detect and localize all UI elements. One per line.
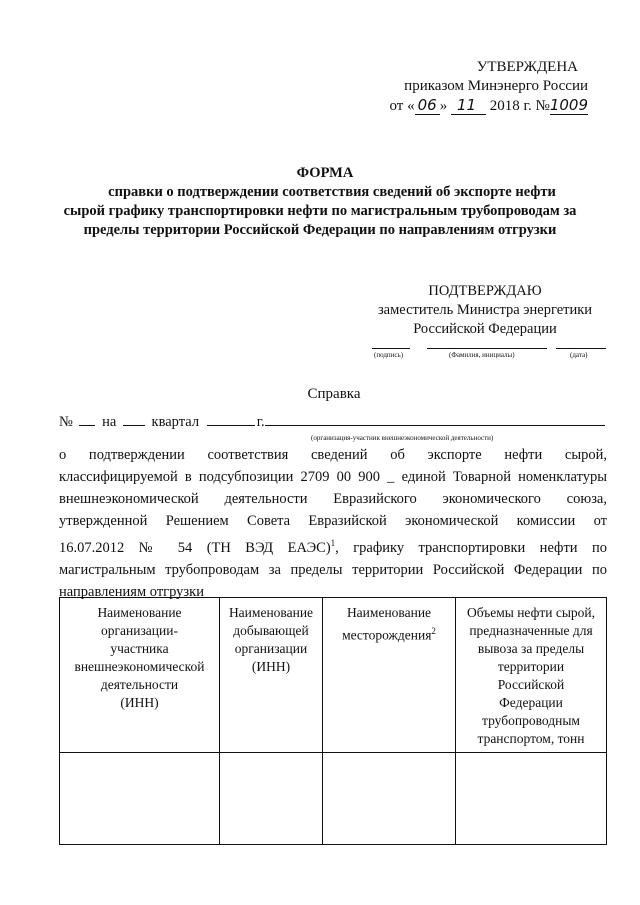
- form-title: [0, 164, 640, 240]
- document-title: Справка: [307, 386, 361, 402]
- org-blank: [265, 425, 605, 426]
- header-text: Объемы нефти сырой,: [466, 605, 596, 620]
- header-text: внешнеэкономической: [74, 659, 205, 674]
- table-cell: [60, 753, 220, 845]
- header-text: Федерации: [499, 695, 563, 710]
- name-underline: [427, 348, 547, 349]
- footnote-1-ref: 1: [330, 538, 336, 548]
- org-caption: (организация-участник внешнеэкономической деятельности): [311, 434, 494, 442]
- header-text: добывающей: [233, 623, 309, 638]
- date-year: 2018 г. №: [486, 98, 550, 114]
- sign-caption: (подпись): [374, 351, 404, 359]
- header-text: трубопроводным: [482, 713, 580, 728]
- header-text: территории: [497, 659, 565, 674]
- header-text: Российской: [497, 677, 565, 692]
- handwritten-day: 06: [415, 96, 440, 115]
- footnote-2-ref: 2: [431, 626, 436, 636]
- confirm-org: Российской Федерации: [413, 321, 557, 337]
- confirm-label: ПОДТВЕРЖДАЮ: [428, 283, 542, 299]
- body-line-2: классифицируемой в подсубпозиции 2709 00 900 _ единой Товарной номенклатуры: [59, 469, 607, 485]
- approved-label: УТВЕРЖДЕНА: [476, 59, 578, 75]
- year-blank: [207, 425, 255, 426]
- body-line-7: направлениям отгрузки: [59, 583, 204, 600]
- header-cell-participant: [60, 598, 220, 753]
- header-text: Наименование: [346, 605, 432, 620]
- date-caption: (дата): [570, 351, 588, 359]
- on-word: на: [102, 414, 117, 430]
- body-line-5b: , графику транспортировки нефти по: [335, 539, 607, 556]
- date-mid: »: [439, 98, 451, 114]
- handwritten-month: 11: [451, 96, 486, 115]
- table-cell: [456, 753, 607, 845]
- header-cell-producer: [220, 598, 323, 753]
- body-line-5a: 16.07.2012 № 54 (ТН ВЭД ЕАЭС): [59, 539, 331, 556]
- date-underline: [556, 348, 606, 349]
- header-text: предназначенные для: [469, 623, 593, 638]
- table-row: [60, 753, 607, 845]
- header-text: вывоза за пределы: [477, 641, 585, 656]
- body-paragraph: [59, 444, 607, 603]
- header-text: Наименование: [228, 605, 314, 620]
- form-title-line1: ФОРМА: [296, 165, 354, 181]
- table-cell: [220, 753, 323, 845]
- header-text: организации-: [101, 623, 178, 638]
- header-text: деятельности: [100, 677, 179, 692]
- number-sign: №: [59, 414, 73, 430]
- header-text: (ИНН): [251, 659, 291, 674]
- header-text: Наименование: [97, 605, 182, 620]
- year-word: г.: [256, 414, 265, 430]
- body-line-5: [59, 532, 607, 559]
- signature-lines: [372, 340, 608, 364]
- name-caption: (Фамилия, инициалы): [449, 351, 515, 359]
- header-text: [325, 622, 453, 645]
- export-volumes-table: [59, 597, 607, 845]
- handwritten-number: 1009: [549, 96, 588, 114]
- table-header-row: [60, 598, 607, 753]
- header-text: участника: [110, 641, 169, 656]
- body-line-6: магистральным трубопроводам за пределы территории Российской Федерации по: [59, 561, 607, 578]
- body-line-4: утвержденной Решением Совета Евразийской экономической комиссии от: [59, 513, 607, 529]
- quarter-word: квартал: [151, 414, 200, 430]
- header-text: транспортом, тонн: [477, 731, 585, 746]
- order-date-line: [0, 96, 588, 116]
- header-text-part: месторождения: [342, 627, 432, 643]
- header-text: (ИНН): [120, 695, 159, 710]
- reference-line: [59, 414, 607, 431]
- header-cell-field: [323, 598, 456, 753]
- form-title-line4: пределы территории Российской Федерации по направлениям отгрузки: [83, 222, 557, 238]
- body-line-3: внешнеэкономической деятельности Евразийского экономического союза,: [59, 491, 607, 507]
- table-cell: [323, 753, 456, 845]
- sign-underline: [372, 348, 410, 349]
- number-blank: [79, 425, 95, 426]
- form-title-line3: сырой графику транспортировки нефти по магистральным трубопроводам за: [63, 203, 577, 219]
- header-cell-volumes: [456, 598, 607, 753]
- header-text: организации: [234, 641, 308, 656]
- body-line-1: о подтверждении соответствия сведений об экспорте нефти сырой,: [59, 447, 607, 463]
- date-prefix: от «: [389, 98, 415, 114]
- quarter-blank: [123, 425, 145, 426]
- confirm-position: заместитель Министра энергетики: [377, 302, 593, 318]
- approval-block: [0, 58, 588, 116]
- form-title-line2: справки о подтверждении соответствия сведений об экспорте нефти: [108, 184, 556, 200]
- confirm-block: [360, 282, 610, 339]
- order-line: приказом Минэнерго России: [404, 78, 588, 94]
